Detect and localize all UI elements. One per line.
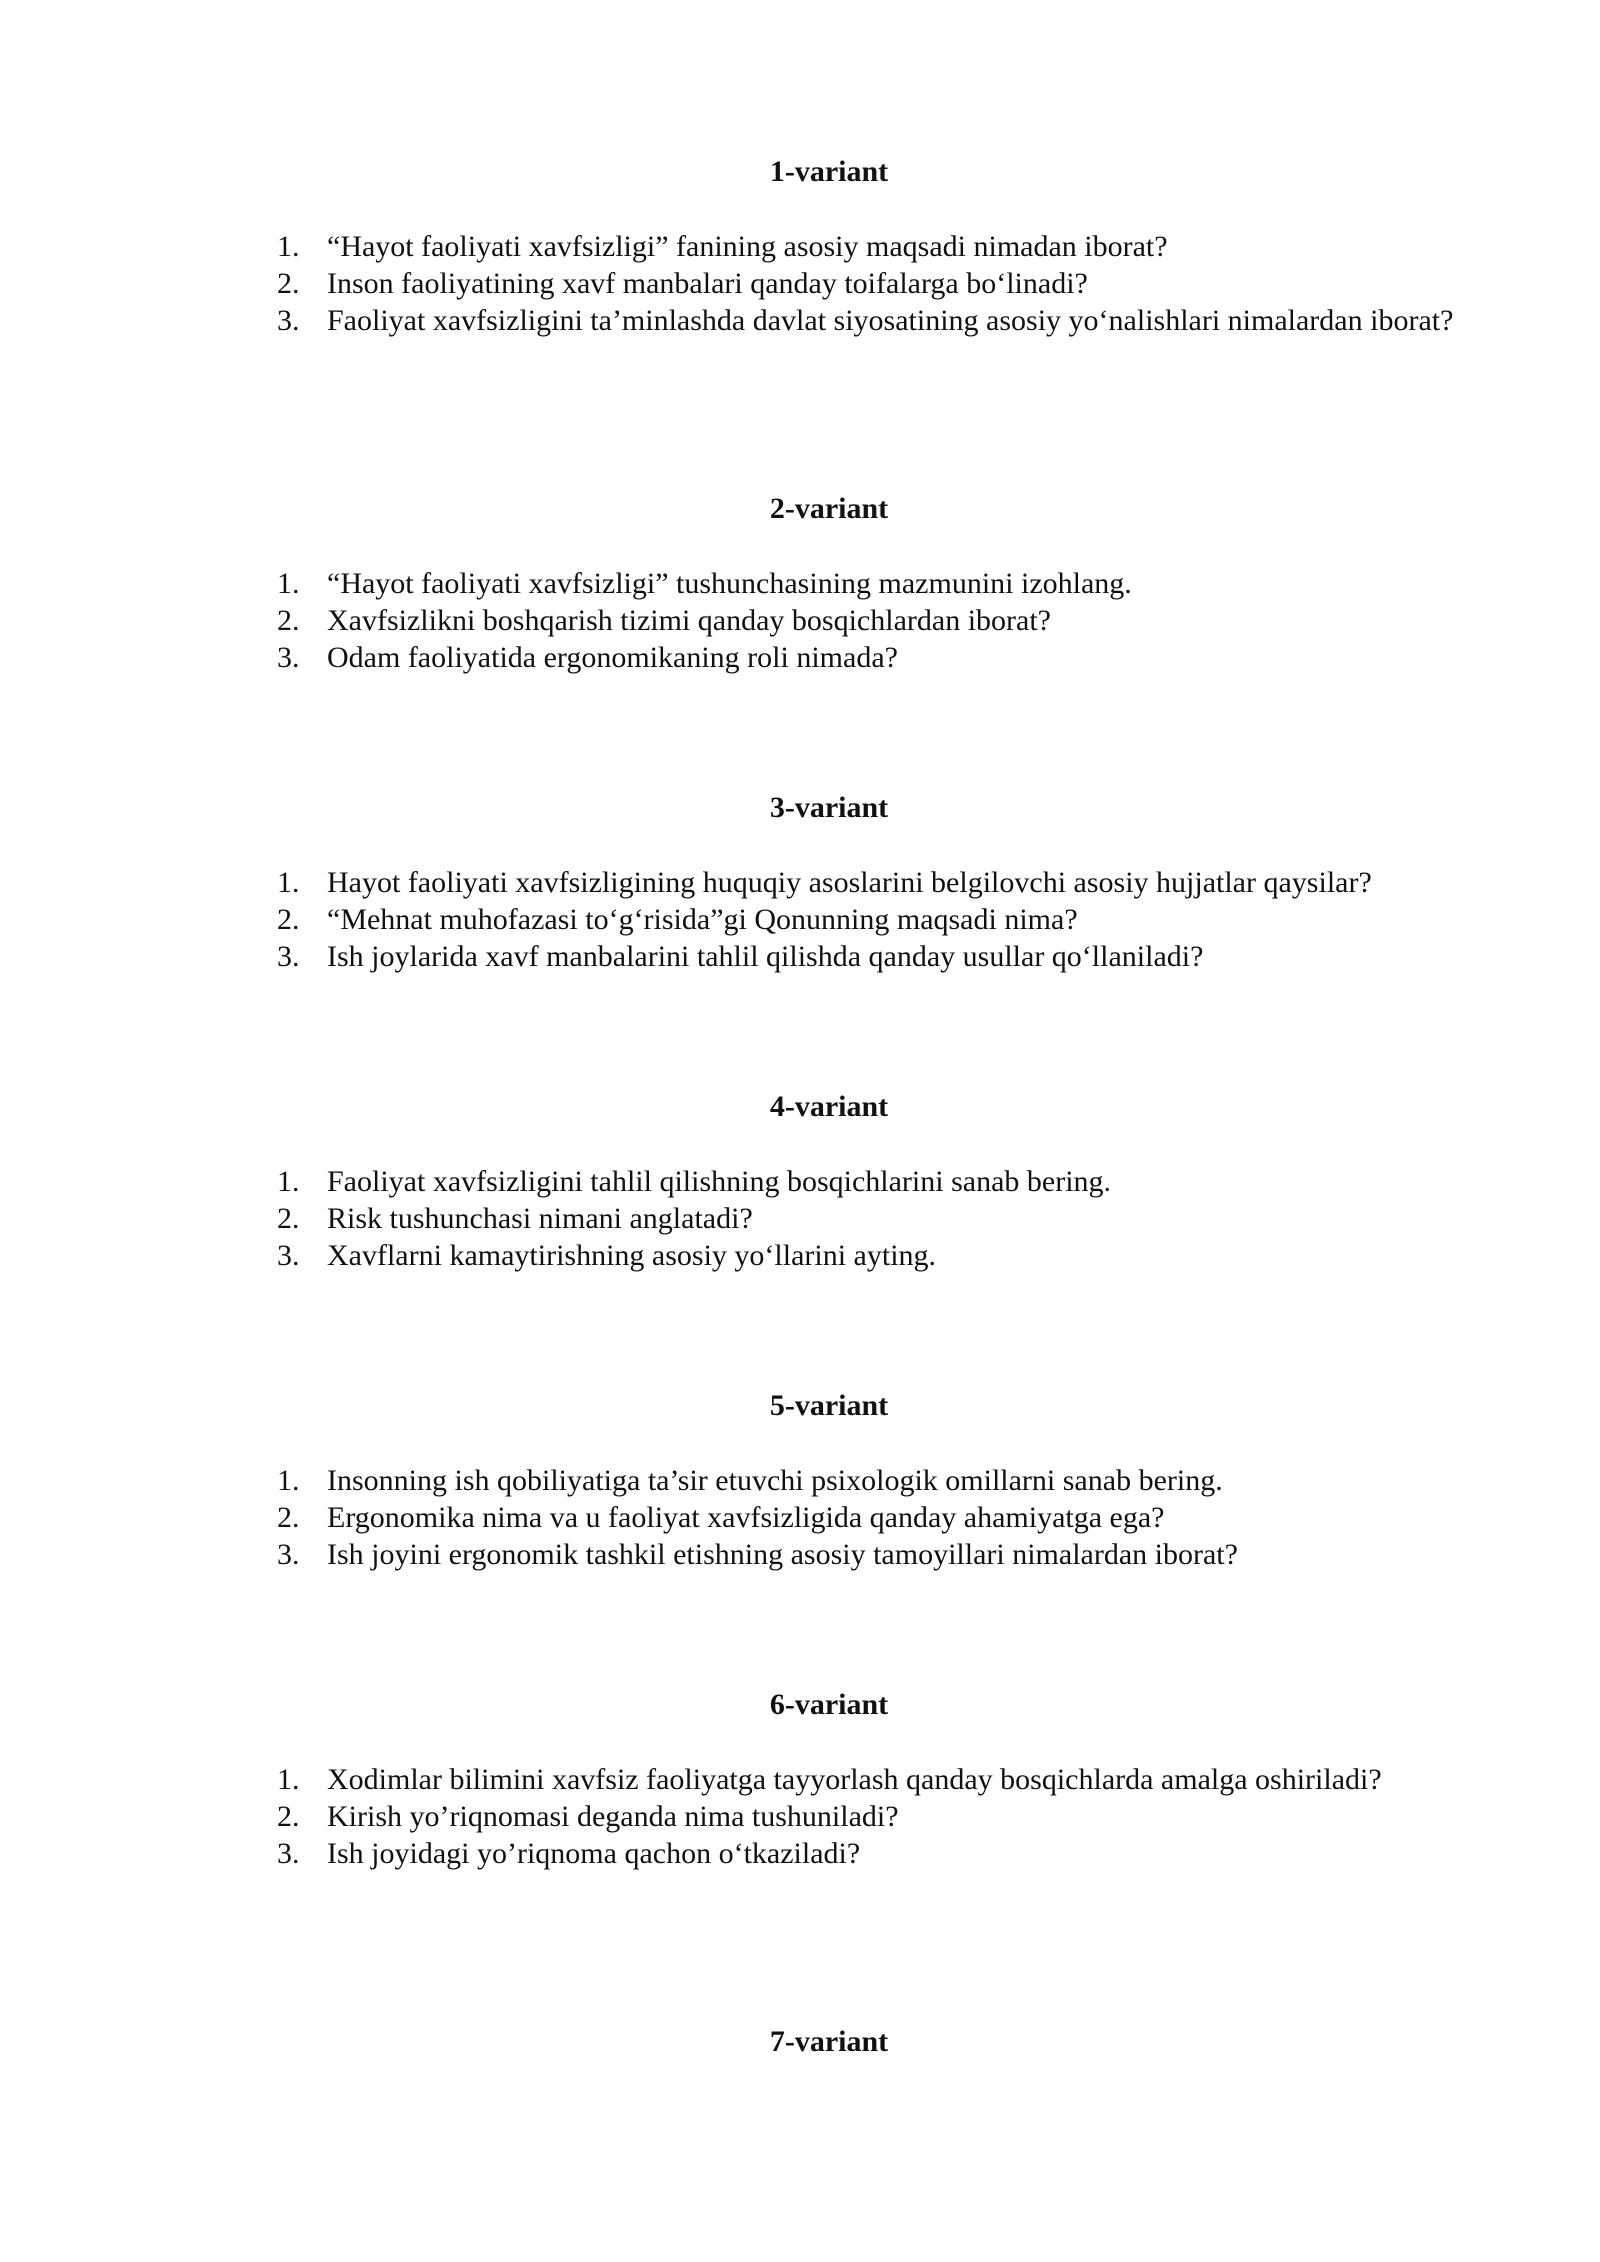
question-text: Faoliyat xavfsizligini ta’minlashda davlat siyosatining asosiy yo‘nalishlari nimalardan iborat? bbox=[327, 304, 1454, 337]
question-number: 3. bbox=[277, 1837, 300, 1870]
question-list bbox=[0, 565, 1600, 676]
list-item bbox=[0, 1798, 1600, 1835]
question-number: 2. bbox=[277, 903, 300, 936]
question-text: “Hayot faoliyati xavfsizligi” fanining asosiy maqsadi nimadan iborat? bbox=[327, 230, 1168, 263]
list-item bbox=[0, 901, 1600, 938]
question-text: Insonning ish qobiliyatiga ta’sir etuvchi psixologik omillarni sanab bering. bbox=[327, 1464, 1223, 1497]
list-item bbox=[0, 602, 1600, 639]
list-item bbox=[0, 1499, 1600, 1536]
variant-title: 3-variant bbox=[769, 791, 889, 824]
list-item bbox=[0, 228, 1600, 265]
question-text: Ish joyini ergonomik tashkil etishning asosiy tamoyillari nimalardan iborat? bbox=[327, 1538, 1238, 1571]
variant-title: 5-variant bbox=[769, 1389, 889, 1422]
list-item bbox=[0, 1163, 1600, 1200]
question-number: 2. bbox=[277, 604, 300, 637]
question-text: Odam faoliyatida ergonomikaning roli nimada? bbox=[327, 641, 898, 674]
question-number: 1. bbox=[277, 1464, 300, 1497]
variant-title: 1-variant bbox=[769, 155, 889, 188]
question-number: 1. bbox=[277, 230, 300, 263]
question-number: 1. bbox=[277, 567, 300, 600]
question-number: 1. bbox=[277, 866, 300, 899]
list-item bbox=[0, 938, 1600, 975]
list-item bbox=[0, 864, 1600, 901]
list-item bbox=[0, 1761, 1600, 1798]
question-number: 3. bbox=[277, 641, 300, 674]
question-list bbox=[0, 1462, 1600, 1573]
question-text: Ish joylarida xavf manbalarini tahlil qilishda qanday usullar qo‘llaniladi? bbox=[327, 940, 1204, 973]
question-list bbox=[0, 1761, 1600, 1872]
question-number: 1. bbox=[277, 1763, 300, 1796]
variant-title: 2-variant bbox=[769, 492, 889, 525]
question-number: 2. bbox=[277, 267, 300, 300]
variant-title: 6-variant bbox=[769, 1688, 889, 1721]
variant-title: 4-variant bbox=[769, 1090, 889, 1123]
question-list bbox=[0, 864, 1600, 975]
question-list bbox=[0, 228, 1600, 339]
list-item bbox=[0, 565, 1600, 602]
question-text: Xavflarni kamaytirishning asosiy yo‘llarini ayting. bbox=[327, 1239, 937, 1272]
list-item bbox=[0, 265, 1600, 302]
question-text: Ish joyidagi yo’riqnoma qachon o‘tkaziladi? bbox=[327, 1837, 861, 1870]
question-text: Ergonomika nima va u faoliyat xavfsizligida qanday ahamiyatga ega? bbox=[327, 1501, 1165, 1534]
question-number: 3. bbox=[277, 940, 300, 973]
question-text: Xodimlar bilimini xavfsiz faoliyatga tayyorlash qanday bosqichlarda amalga oshiriladi? bbox=[327, 1763, 1382, 1796]
question-number: 3. bbox=[277, 1538, 300, 1571]
list-item bbox=[0, 302, 1600, 339]
list-item bbox=[0, 1237, 1600, 1274]
question-number: 2. bbox=[277, 1800, 300, 1833]
list-item bbox=[0, 1200, 1600, 1237]
question-text: Faoliyat xavfsizligini tahlil qilishning bosqichlarini sanab bering. bbox=[327, 1165, 1112, 1198]
question-number: 2. bbox=[277, 1202, 300, 1235]
question-text: “Hayot faoliyati xavfsizligi” tushunchasining mazmunini izohlang. bbox=[327, 567, 1132, 600]
question-text: Hayot faoliyati xavfsizligining huquqiy asoslarini belgilovchi asosiy hujjatlar qaysilar? bbox=[327, 866, 1372, 899]
list-item bbox=[0, 1835, 1600, 1872]
question-list bbox=[0, 1163, 1600, 1274]
question-text: Risk tushunchasi nimani anglatadi? bbox=[327, 1202, 753, 1235]
question-number: 2. bbox=[277, 1501, 300, 1534]
question-text: Kirish yo’riqnomasi deganda nima tushuniladi? bbox=[327, 1800, 899, 1833]
question-text: “Mehnat muhofazasi to‘g‘risida”gi Qonunning maqsadi nima? bbox=[327, 903, 1078, 936]
list-item bbox=[0, 639, 1600, 676]
list-item bbox=[0, 1536, 1600, 1573]
list-item bbox=[0, 1462, 1600, 1499]
question-number: 3. bbox=[277, 304, 300, 337]
question-text: Inson faoliyatining xavf manbalari qanday toifalarga bo‘linadi? bbox=[327, 267, 1088, 300]
question-number: 3. bbox=[277, 1239, 300, 1272]
variant-title: 7-variant bbox=[769, 2025, 889, 2058]
question-number: 1. bbox=[277, 1165, 300, 1198]
question-text: Xavfsizlikni boshqarish tizimi qanday bosqichlardan iborat? bbox=[327, 604, 1051, 637]
